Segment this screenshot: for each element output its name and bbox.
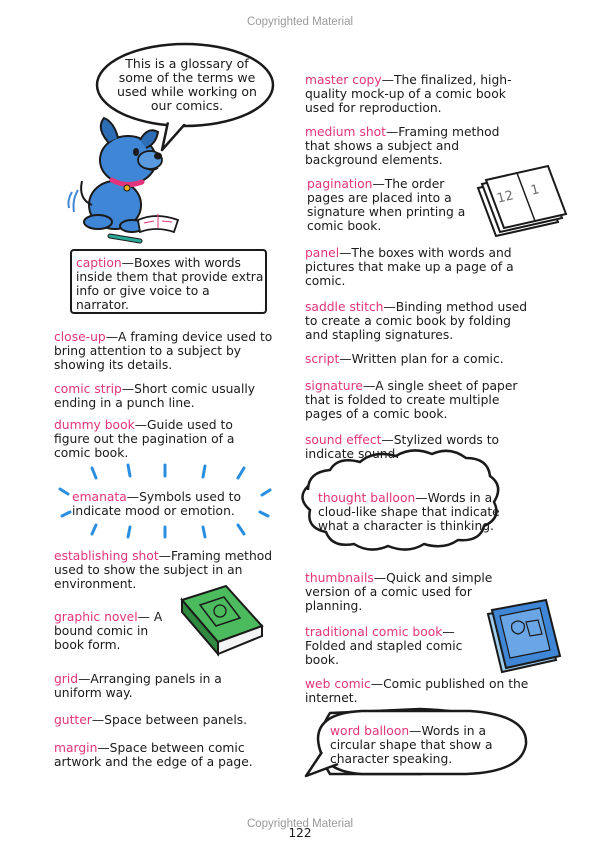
glossary-entry-pagination <box>307 177 475 233</box>
glossary-term: sound effect <box>305 433 382 447</box>
glossary-term: caption <box>76 256 122 270</box>
dog-character-illustration <box>68 118 178 241</box>
glossary-definition: — A bound comic in book form. <box>54 610 163 652</box>
glossary-entry-signature <box>305 379 533 421</box>
glossary-definition: —Space between panels. <box>91 713 248 727</box>
glossary-term: word balloon <box>330 724 410 738</box>
glossary-term: emanata <box>72 490 127 504</box>
glossary-entry-emanata <box>72 490 264 518</box>
footer-watermark: Copyrighted Material <box>246 818 354 830</box>
glossary-term: gutter <box>54 713 92 727</box>
glossary-definition: — Folded and stapled comic book. <box>305 625 463 667</box>
glossary-term: medium shot <box>305 125 386 139</box>
glossary-definition: —Stylized words to indicate sound. <box>305 433 500 461</box>
glossary-entry-establishing-shot <box>54 549 290 591</box>
glossary-term: dummy book <box>54 418 135 432</box>
glossary-term: traditional comic book <box>305 625 443 639</box>
glossary-term: establishing shot <box>54 549 159 563</box>
glossary-definition: —Written plan for a comic. <box>339 352 504 366</box>
glossary-term: master copy <box>305 73 382 87</box>
glossary-entry-thought-balloon <box>318 491 530 533</box>
glossary-entry-margin <box>54 741 288 769</box>
glossary-entry-caption <box>76 256 264 312</box>
glossary-definition: —Space between comic artwork and the edge of a page. <box>54 741 253 769</box>
glossary-term: web comic <box>305 677 371 691</box>
glossary-entry-close-up <box>54 330 276 372</box>
glossary-definition: —Arranging panels in a uniform way. <box>54 672 222 700</box>
glossary-definition: —The order pages are placed into a signature when printing a comic book. <box>307 177 466 233</box>
glossary-entry-graphic-novel <box>54 610 176 652</box>
page-number: 122 <box>288 826 312 840</box>
glossary-definition: —Binding method used to create a comic book by folding and stapling signatures. <box>305 300 528 342</box>
glossary-term: graphic novel <box>54 610 138 624</box>
glossary-entry-saddle-stitch <box>305 300 537 342</box>
glossary-definition: —Short comic usually ending in a punch line. <box>54 382 256 410</box>
glossary-term: close-up <box>54 330 106 344</box>
graphic-novel-illustration <box>182 586 262 654</box>
glossary-definition: —Words in a circular shape that show a character speaking. <box>330 724 493 766</box>
glossary-term: pagination <box>307 177 373 191</box>
pagination-right-page-number: 1 <box>529 182 541 199</box>
glossary-definition: —The finalized, high-quality mock-up of a comic book used for reproduction. <box>305 73 512 115</box>
glossary-term: thought balloon <box>318 491 416 505</box>
header-watermark: Copyrighted Material <box>246 16 354 28</box>
glossary-term: comic strip <box>54 382 122 396</box>
glossary-term: panel <box>305 246 340 260</box>
glossary-definition: —Framing method used to show the subject in an environment. <box>54 549 273 591</box>
glossary-entry-medium-shot <box>305 125 525 167</box>
glossary-entry-script <box>305 352 545 366</box>
glossary-definition: —A framing device used to bring attention to a subject by showing its details. <box>54 330 273 372</box>
glossary-entry-dummy-book <box>54 418 264 460</box>
pagination-illustration <box>478 166 566 236</box>
glossary-definition: —Comic published on the internet. <box>305 677 529 705</box>
glossary-definition: —Guide used to figure out the pagination of a comic book. <box>54 418 235 460</box>
glossary-entry-traditional-comic-book <box>305 625 485 667</box>
glossary-definition: —Symbols used to indicate mood or emotion. <box>72 490 242 518</box>
glossary-definition: —Words in a cloud-like shape that indicate what a character is thinking. <box>318 491 500 533</box>
glossary-definition: —The boxes with words and pictures that make up a page of a comic. <box>305 246 514 288</box>
glossary-entry-web-comic <box>305 677 537 705</box>
glossary-definition: —Framing method that shows a subject and background elements. <box>305 125 500 167</box>
glossary-definition: —Boxes with words inside them that provide extra info or give voice to a narrator. <box>76 256 264 312</box>
glossary-term: script <box>305 352 340 366</box>
pagination-left-page-number: 12 <box>495 188 516 207</box>
intro-bubble-text: This is a glossary of some of the terms we used while working on our comics. <box>117 56 257 113</box>
glossary-term: thumbnails <box>305 571 374 585</box>
glossary-entry-comic-strip <box>54 382 276 410</box>
glossary-entry-word-balloon <box>330 724 516 766</box>
glossary-entry-sound-effect <box>305 433 537 461</box>
glossary-definition: —A single sheet of paper that is folded to create multiple pages of a comic book. <box>305 379 518 421</box>
glossary-term: saddle stitch <box>305 300 384 314</box>
glossary-entry-grid <box>54 672 244 700</box>
glossary-definition: —Quick and simple version of a comic used for planning. <box>305 571 493 613</box>
glossary-entry-thumbnails <box>305 571 515 613</box>
glossary-term: signature <box>305 379 363 393</box>
glossary-entry-gutter <box>54 713 284 727</box>
glossary-term: grid <box>54 672 79 686</box>
glossary-term: margin <box>54 741 98 755</box>
glossary-entry-panel <box>305 246 537 288</box>
glossary-entry-master-copy <box>305 73 537 115</box>
